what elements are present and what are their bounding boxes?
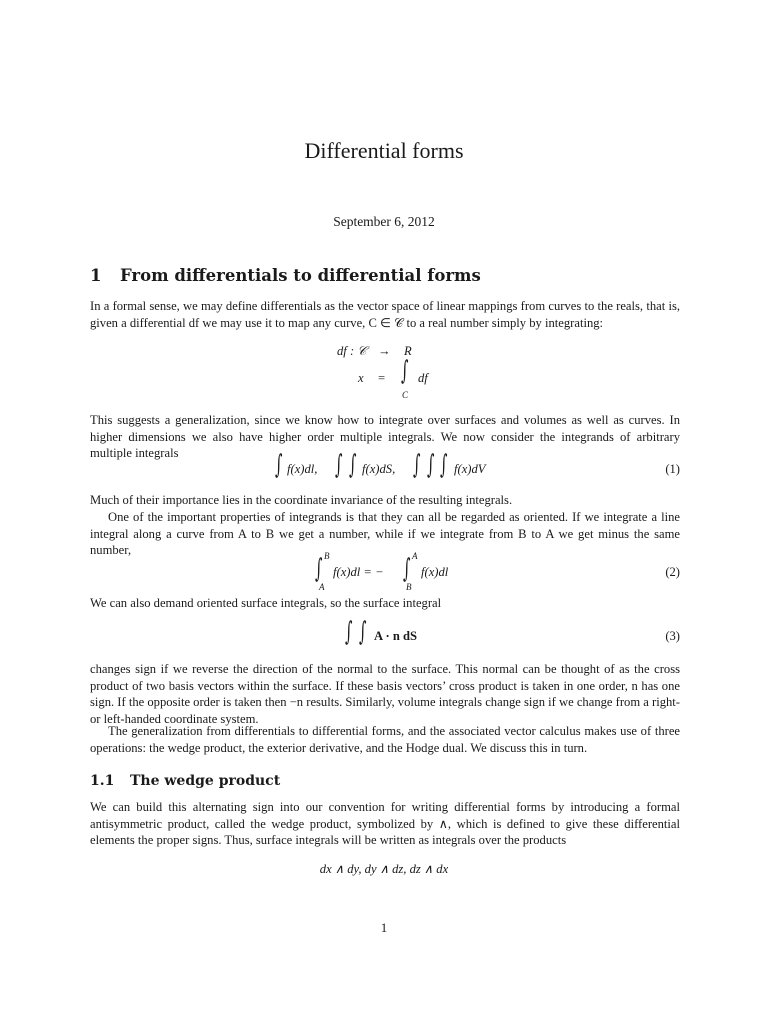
section-title: The wedge product [130,773,281,789]
eq-row1-lhs: df : 𝒞 [337,344,367,358]
integral-sign: ∫ [401,356,409,386]
integral-sign: ∫ ∫ ∫ [413,450,448,480]
section-heading-1 [90,266,481,285]
paragraph-4: One of the important properties of integrands is that they can all be regarded as oriented. If we integrate a line integral along a curve from A to B we get a number, while if we integrate from B to A we get minus the same number, [90,510,680,558]
integral-sign: ∫ ∫ [335,450,357,480]
eq1-term-3: f(x)dV [454,462,486,476]
equation-number-2: (2) [665,565,680,579]
page-number: 1 [380,920,388,935]
display-equation-wedge: dx ∧ dy, dy ∧ dz, dz ∧ dx [319,862,449,876]
paragraph-8: We can build this alternating sign into our convention for writing differential forms by introducing a formal antisymmetric product, called the wedge product, symbolized by ∧, which is defined to give these differential elements the proper signs. Thus, surface integrals will be written as integrals over the products [90,800,680,848]
eq2-rhs-body: f(x)dl [421,565,449,579]
eq2-lower-limit: A [319,582,325,592]
section-title: From differentials to differential forms [120,266,481,285]
eq-row2-subscript: C [402,390,409,400]
paragraph-6: changes sign if we reverse the direction of the normal to the surface. This normal can be thought of as the cross product of two basis vectors within the surface. If these basis vectors’ cross product is taken in one order, n has one sign. If the opposite order is taken then −n results. Similarly, volume integrals change sign if we change from a right- or left-handed coordinate system. [90,662,680,727]
paragraph-5: We can also demand oriented surface integrals, so the surface integral [90,596,442,610]
integral-sign: ∫ [403,554,411,584]
section-number: 1.1 [90,773,115,789]
equation-number-1: (1) [665,462,680,476]
eq1-term-2: f(x)dS, [362,462,396,476]
paragraph-3: Much of their importance lies in the coordinate invariance of the resulting integrals. [90,493,513,507]
eq2-upper-limit: B [324,551,330,561]
paragraph-2: This suggests a generalization, since we know how to integrate over surfaces and volumes as well as curves. In higher dimensions we also have higher order multiple integrals. We now consider the integrands of arbitrary multiple integrals [90,413,680,461]
eq-row1-rel: → [378,344,391,358]
eq2-rhs-lower-limit: B [406,582,412,592]
integral-sign: ∫ ∫ [345,617,367,647]
integral-sign: ∫ [315,554,323,584]
eq-row2-integrand: df [418,371,428,385]
eq2-rhs-upper-limit: A [412,551,418,561]
eq1-term-1: f(x)dl, [287,462,318,476]
eq3-body: A · n dS [374,629,418,643]
eq-row2-rel: = [378,371,386,385]
integral-sign: ∫ [275,450,283,480]
section-number: 1 [90,266,102,285]
equation-number-3: (3) [665,629,680,643]
paper-title: Differential forms [304,138,464,163]
eq-row1-rhs: R [404,344,412,358]
paragraph-7: The generalization from differentials to differential forms, and the associated vector calculus makes use of three operations: the wedge product, the exterior derivative, and the Hodge dual. We discuss this in turn. [90,724,680,755]
eq2-lhs-body: f(x)dl = − [333,565,384,579]
eq-row2-lhs: x [358,371,364,385]
paragraph-1: In a formal sense, we may define differentials as the vector space of linear mappings from curves to the reals, that is, given a differential df we may use it to map any curve, C ∈ 𝒞 to a real number simply by integrating: [90,299,680,330]
paper-date: September 6, 2012 [333,214,435,229]
section-heading-1-1 [90,773,280,789]
